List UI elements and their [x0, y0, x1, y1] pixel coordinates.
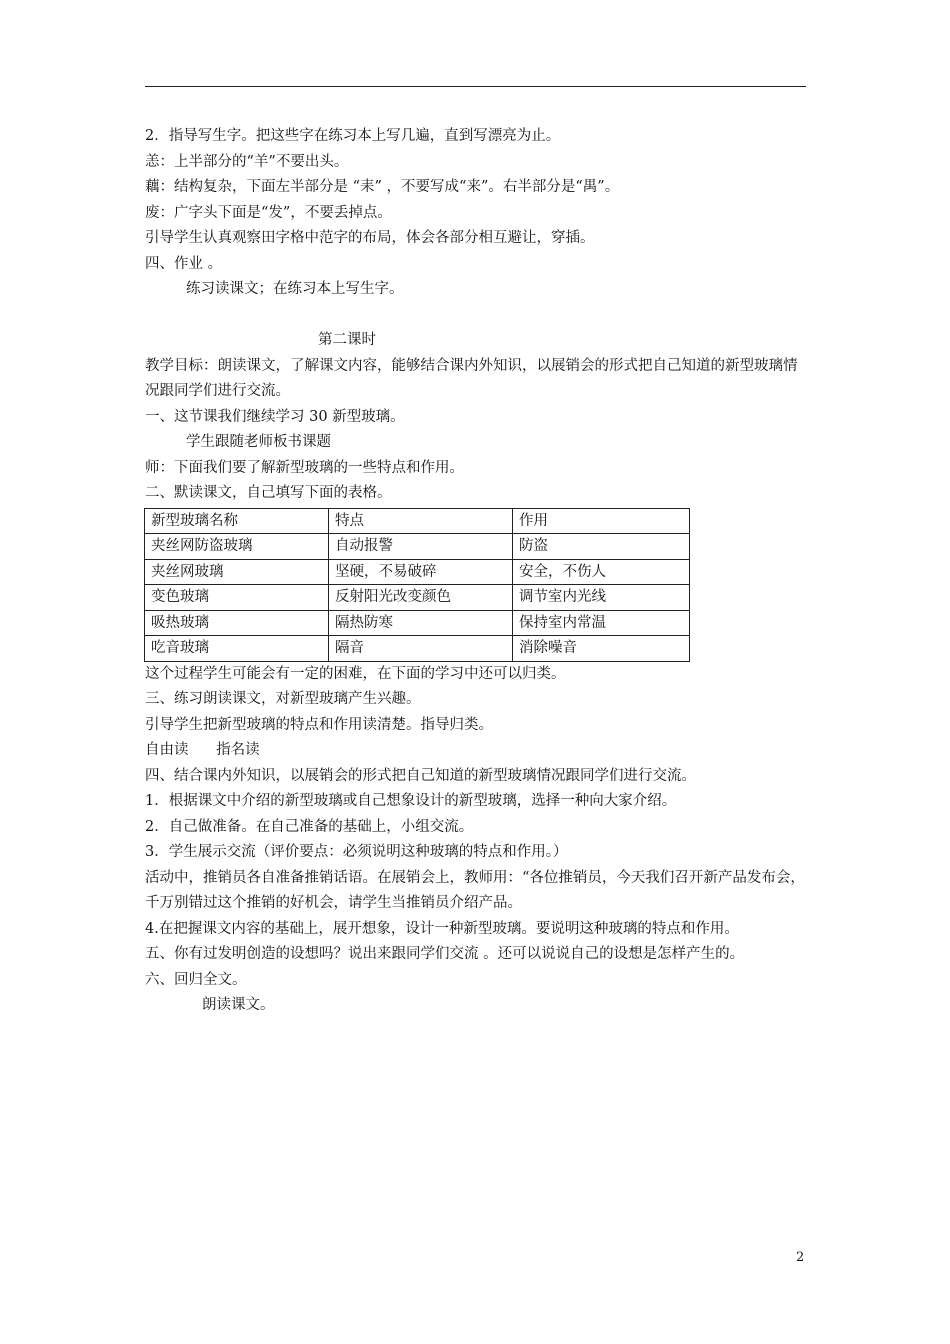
- teaching-goal: 教学目标：朗读课文，了解课文内容，能够结合课内外知识，以展销会的形式把自己知道的新型玻璃情况跟同学们进行交流。: [145, 357, 798, 399]
- glass-table: [144, 508, 690, 662]
- paragraph: 废：广字头下面是“发”，不要丢掉点。: [145, 204, 392, 221]
- header-rule: [145, 86, 806, 87]
- lesson-title: 第二课时: [318, 332, 376, 348]
- table-cell: 消除噪音: [513, 636, 690, 662]
- list-item: 4.在把握课文内容的基础上，展开想象，设计一种新型玻璃。要说明这种玻璃的特点和作用。: [145, 920, 739, 937]
- document-body: [145, 124, 809, 1019]
- table-cell: 吸热玻璃: [145, 610, 329, 636]
- paragraph: 这个过程学生可能会有一定的困难，在下面的学习中还可以归类。: [145, 665, 566, 682]
- blank-line: [145, 303, 809, 329]
- page-number: 2: [796, 1250, 805, 1265]
- table-cell: 防盗: [513, 534, 690, 560]
- paragraph: 恙：上半部分的“羊”不要出头。: [145, 153, 349, 170]
- table-row: [145, 610, 690, 636]
- table-cell: 自动报警: [329, 534, 513, 560]
- table-cell: 安全，不伤人: [513, 559, 690, 585]
- paragraph: 师：下面我们要了解新型玻璃的一些特点和作用。: [145, 459, 464, 476]
- table-cell: 隔热防寒: [329, 610, 513, 636]
- table-cell: 保持室内常温: [513, 610, 690, 636]
- table-cell: 吃音玻璃: [145, 636, 329, 662]
- homework-text: 练习读课文；在练习本上写生字。: [186, 281, 404, 297]
- table-cell: 调节室内光线: [513, 585, 690, 611]
- table-row: [145, 636, 690, 662]
- section-heading: 五、你有过发明创造的设想吗？说出来跟同学们交流 。还可以说说自己的设想是怎样产生的。: [145, 946, 745, 962]
- paragraph: 学生跟随老师板书课题: [186, 434, 331, 450]
- paragraph: 活动中，推销员各自准备推销话语。在展销会上，教师用：“各位推销员，今天我们召开新产品发布会，千万别错过这个推销的好机会，请学生当推销员介绍产品。: [145, 869, 805, 911]
- paragraph: 引导学生把新型玻璃的特点和作用读清楚。指导归类。: [145, 716, 493, 733]
- table-header-cell: 特点: [329, 508, 513, 534]
- table-cell: 隔音: [329, 636, 513, 662]
- paragraph: 引导学生认真观察田字格中范字的布局，体会各部分相互避让，穿插。: [145, 230, 595, 246]
- paragraph: 朗读课文。: [202, 997, 275, 1013]
- paragraph: 藕：结构复杂，下面左半部分是 “耒” ，不要写成“来”。右半部分是“禺”。: [145, 179, 620, 195]
- section-heading: 二、默读课文，自己填写下面的表格。: [145, 485, 392, 501]
- table-header-cell: 作用: [513, 508, 690, 534]
- table-row: [145, 559, 690, 585]
- table-cell: 夹丝网防盗玻璃: [145, 534, 329, 560]
- table-cell: 变色玻璃: [145, 585, 329, 611]
- section-heading: 一、这节课我们继续学习 30 新型玻璃。: [145, 408, 405, 425]
- table-cell: 反射阳光改变颜色: [329, 585, 513, 611]
- table-header-row: [145, 508, 690, 534]
- table-cell: 坚硬，不易破碎: [329, 559, 513, 585]
- table-row: [145, 534, 690, 560]
- section-heading: 四、作业 。: [145, 255, 223, 272]
- list-item: 3．学生展示交流（评价要点：必须说明这种玻璃的特点和作用。）: [145, 844, 568, 860]
- section-heading: 六、回归全文。: [145, 971, 247, 988]
- section-heading: 四、结合课内外知识，以展销会的形式把自己知道的新型玻璃情况跟同学们进行交流。: [145, 767, 696, 784]
- paragraph: 自由读 指名读: [145, 742, 260, 758]
- list-item: 1．根据课文中介绍的新型玻璃或自己想象设计的新型玻璃，选择一种向大家介绍。: [145, 793, 677, 809]
- table-row: [145, 585, 690, 611]
- section-heading: 三、练习朗读课文，对新型玻璃产生兴趣。: [145, 691, 421, 707]
- list-item: 2．自己做准备。在自己准备的基础上，小组交流。: [145, 818, 474, 835]
- table-cell: 夹丝网玻璃: [145, 559, 329, 585]
- paragraph: 2．指导写生字。把这些字在练习本上写几遍，直到写漂亮为止。: [145, 128, 561, 144]
- table-header-cell: 新型玻璃名称: [145, 508, 329, 534]
